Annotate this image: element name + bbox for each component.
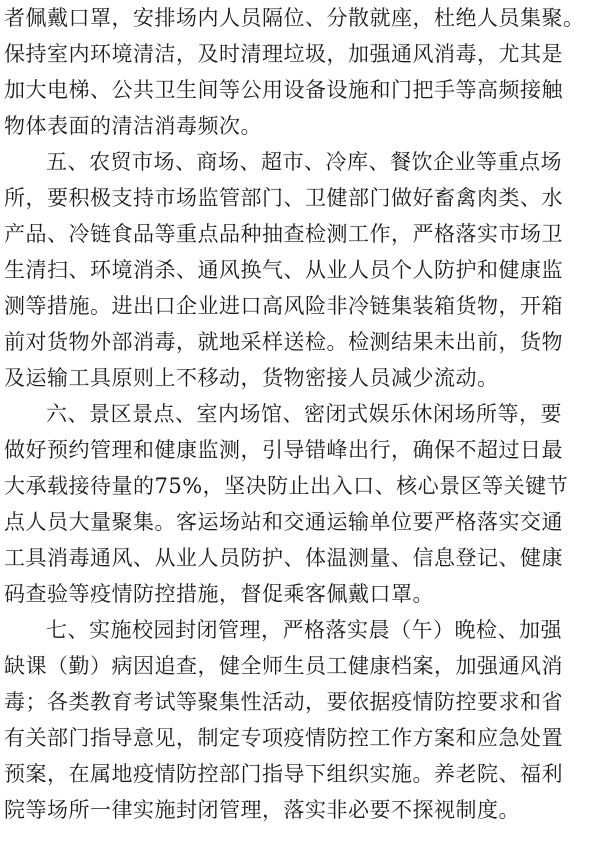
text-line: 所，要积极支持市场监管部门、卫健部门做好畜禽肉类、水 — [4, 186, 563, 210]
text-line: 加大电梯、公共卫生间等公用设备设施和门把手等高频接触 — [4, 78, 563, 102]
text-line: 做好预约管理和健康监测，引导错峰出行，确保不超过日最 — [4, 438, 563, 462]
text-line: 工具消毒通风、从业人员防护、体温测量、信息登记、健康 — [4, 546, 563, 570]
text-line: 及运输工具原则上不移动，货物密接人员减少流动。 — [4, 366, 499, 390]
text-line: 前对货物外部消毒，就地采样送检。检测结果未出前，货物 — [4, 330, 563, 354]
text-line: 码查验等疫情防控措施，督促乘客佩戴口罩。 — [4, 582, 434, 606]
text-line: 产品、冷链食品等重点品种抽查检测工作，严格落实市场卫 — [4, 222, 563, 246]
text-line: 测等措施。进出口企业进口高风险非冷链集装箱货物，开箱 — [4, 294, 563, 318]
text-line: 保持室内环境清洁，及时清理垃圾，加强通风消毒，尤其是 — [4, 42, 563, 66]
text-line: 生清扫、环境消杀、通风换气、从业人员个人防护和健康监 — [4, 258, 563, 282]
text-line: 点人员大量聚集。客运场站和交通运输单位要严格落实交通 — [4, 510, 563, 534]
text-line: 院等场所一律实施封闭管理，落实非必要不探视制度。 — [4, 798, 520, 822]
paragraph-six-start: 六、景区景点、室内场馆、密闭式娱乐休闲场所等，要 — [46, 402, 562, 426]
text-line: 物体表面的清洁消毒频次。 — [4, 114, 262, 138]
text-line: 者佩戴口罩，安排场内人员隔位、分散就座，杜绝人员集聚。 — [4, 6, 585, 30]
text-line: 毒；各类教育考试等聚集性活动，要依据疫情防控要求和省 — [4, 690, 563, 714]
text-line: 缺课（勤）病因追查，健全师生员工健康档案，加强通风消 — [4, 654, 563, 678]
text-line: 有关部门指导意见，制定专项疫情防控工作方案和应急处置 — [4, 726, 563, 750]
paragraph-seven-start: 七、实施校园封闭管理，严格落实晨（午）晚检、加强 — [46, 618, 562, 642]
paragraph-five-start: 五、农贸市场、商场、超市、冷库、餐饮企业等重点场 — [46, 150, 562, 174]
text-line: 预案，在属地疫情防控部门指导下组织实施。养老院、福利 — [4, 762, 563, 786]
text-line: 大承载接待量的75%，坚决防止出入口、核心景区等关键节 — [4, 474, 569, 498]
